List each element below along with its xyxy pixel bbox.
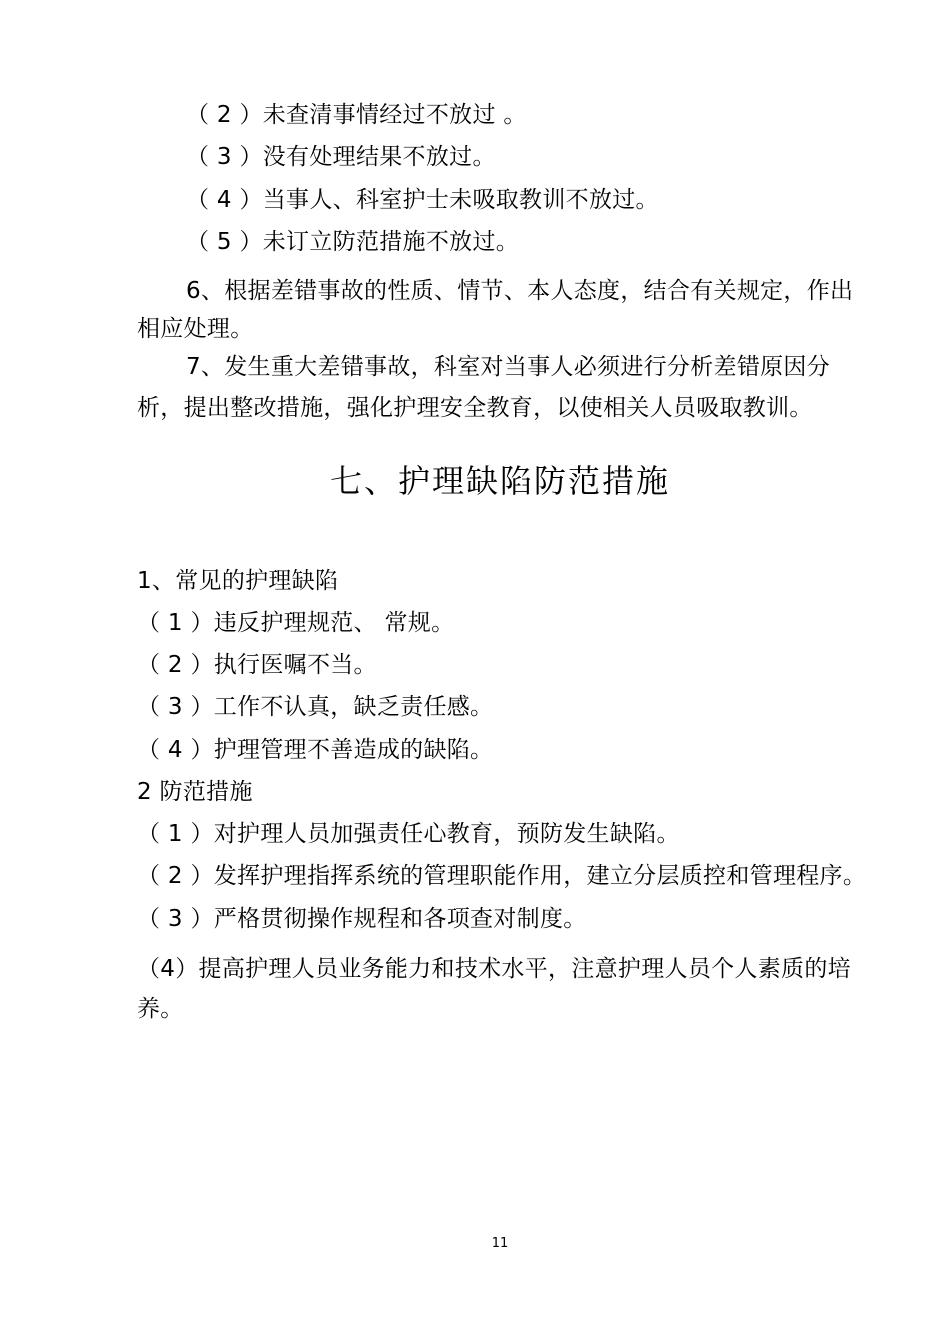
list-item: （ 5 ）未订立防范措施不放过。	[186, 229, 520, 255]
list-item: （ 2 ）执行医嘱不当。	[137, 652, 377, 678]
list-item: （ 1 ）违反护理规范、 常规。	[137, 610, 455, 636]
list-item: （ 4 ）护理管理不善造成的缺陷。	[137, 737, 494, 763]
paragraph-7-line-1: 7、发生重大差错事故，科室对当事人必须进行分析差错原因分	[186, 354, 831, 380]
paragraph-7-line-2: 析，提出整改措施，强化护理安全教育，以使相关人员吸取教训。	[137, 395, 813, 421]
list-item: （ 2 ）发挥护理指挥系统的管理职能作用，建立分层质控和管理程序。	[137, 863, 867, 889]
page-number: 11	[491, 1236, 509, 1251]
list-item: （ 1 ）对护理人员加强责任心教育，预防发生缺陷。	[137, 821, 680, 847]
subsection-title: 1、常见的护理缺陷	[137, 568, 339, 594]
paragraph-6-line-1: 6、根据差错事故的性质、情节、本人态度，结合有关规定，作出	[186, 278, 854, 304]
list-item: （ 4 ）当事人、科室护士未吸取教训不放过。	[186, 187, 659, 213]
list-item: （ 3 ）没有处理结果不放过。	[186, 144, 496, 170]
paragraph-6-line-2: 相应处理。	[137, 316, 254, 342]
list-item: （ 3 ）工作不认真，缺乏责任感。	[137, 694, 494, 720]
section-heading: 七、护理缺陷防范措施	[329, 462, 670, 500]
subsection-title: 2 防范措施	[137, 779, 253, 805]
list-item: （ 2 ）未查清事情经过不放过 。	[186, 102, 527, 128]
paragraph-4-line-1: （4）提高护理人员业务能力和技术水平，注意护理人员个人素质的培	[137, 956, 851, 982]
list-item: （ 3 ）严格贯彻操作规程和各项查对制度。	[137, 906, 587, 932]
paragraph-4-line-2: 养。	[137, 996, 184, 1022]
